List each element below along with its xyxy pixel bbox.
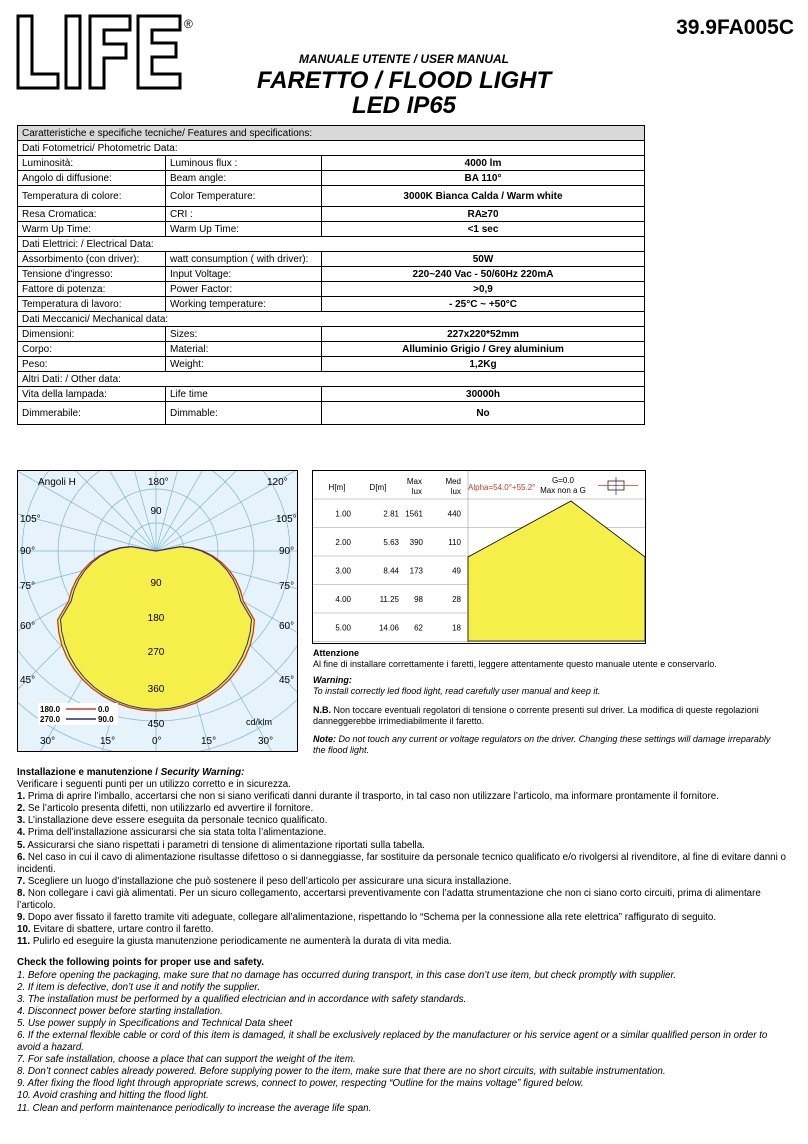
angle-label-75-right: 75° [279,581,295,592]
note-label: Note: [313,734,336,744]
spec-label-it: Peso: [18,357,166,372]
spec-section-title: Altri Dati: / Other data: [18,372,645,387]
install-intro: Verificare i seguenti punti per un utilizzo corretto e in sicurezza. [17,779,291,791]
col-d: D[m] [369,483,387,492]
safety-item: 6. If the external flexible cable or cord of this item is damaged, it shall be exclusively replaced by the manufacturer or his service agent or a similar qualified person in order to avoid a hazard. [17,1029,768,1054]
spec-row [18,171,645,186]
product-subtitle: LED IP65 [351,92,457,119]
product-title: FARETTO / FLOOD LIGHT [256,67,552,94]
bottom-label-30-left: 30° [40,736,56,747]
col-med-unit: lux [450,487,461,496]
radial-label-180: 180 [147,613,165,624]
spec-row [18,267,645,282]
safety-item: 4. Disconnect power before starting installation. [17,1005,223,1017]
spec-label-it: Luminosità: [18,156,166,171]
spec-value: <1 sec [322,222,645,237]
spec-row [18,207,645,222]
angle-label-60-right: 60° [279,621,295,632]
col-med: Med [445,477,461,486]
radial-label-360: 360 [147,684,165,695]
spec-label-en: watt consumption ( with driver): [166,252,322,267]
photometry-cell: 2.81 [383,509,399,519]
legend-180: 180.0 [40,705,61,714]
photometry-cell: 5.00 [335,623,351,633]
spec-value: 50W [322,252,645,267]
photometry-cell: 18 [452,623,461,633]
install-title-it: Installazione e manutenzione / [17,767,161,778]
install-item-number: 5. [17,839,26,851]
spec-label-en: Dimmable: [166,402,322,425]
bottom-label-15-left: 15° [100,736,116,747]
nb-paragraph [313,705,793,727]
photometry-cell: 62 [414,623,423,633]
svg-text:®: ® [184,17,193,31]
spec-value: 4000 lm [322,156,645,171]
warning-text: To install correctly led flood light, read carefully user manual and keep it. [313,686,601,696]
spec-label-en: Weight: [166,357,322,372]
polar-diagram [17,470,298,752]
spec-label-en: Luminous flux : [166,156,322,171]
g-label: G=0.0 [551,476,575,485]
spec-section-row [18,141,645,156]
install-item-number: 7. [17,875,26,887]
top-120-label: 120° [267,477,288,488]
install-item-text: Se l’articolo presenta difetti, non utilizzarlo ed avvertire il fornitore. [25,803,314,815]
install-title-en: Security Warning: [160,767,245,778]
alpha-label: Alpha=54.0°+55.2° [468,483,536,492]
angle-label-45-right: 45° [279,675,295,686]
attention-block [313,648,793,756]
safety-item: 10. Avoid crashing and hitting the flood light. [17,1090,209,1102]
photometry-diagram [312,470,646,644]
note-paragraph [313,734,783,756]
install-item [17,827,793,839]
col-max: Max [406,477,422,486]
install-title [17,767,793,779]
photometry-cell: 28 [452,594,461,604]
spec-label-en: Material: [166,342,322,357]
spec-row [18,282,645,297]
photometry-cell: 8.44 [383,566,399,576]
spec-label-en: Power Factor: [166,282,322,297]
spec-row [18,297,645,312]
photometry-cell: 1.00 [335,509,351,519]
install-item-number: 6. [17,851,26,863]
spec-section-row [18,312,645,327]
spec-label-it: Assorbimento (con driver): [18,252,166,267]
legend-0: 0.0 [98,705,110,714]
photometry-cell: 390 [409,537,423,547]
spec-label-it: Dimensioni: [18,327,166,342]
legend-270: 270.0 [40,715,61,724]
spec-row [18,342,645,357]
nb-label: N.B. [313,705,331,715]
spec-label-it: Warm Up Time: [18,222,166,237]
spec-label-it: Temperatura di lavoro: [18,297,166,312]
spec-label-en: Input Voltage: [166,267,322,282]
install-item [17,840,793,852]
spec-value: Alluminio Grigio / Grey aluminium [322,342,645,357]
spec-label-it: Fattore di potenza: [18,282,166,297]
spec-label-it: Temperatura di colore: [18,186,166,207]
spec-section-title: Dati Meccanici/ Mechanical data: [18,312,645,327]
photometry-cell: 11.25 [379,594,399,604]
install-item-number: 8. [17,887,26,899]
col-max-unit: lux [411,487,422,496]
spec-row [18,387,645,402]
spec-value: BA 110° [322,171,645,186]
product-code: 39.9FA005C [676,16,794,39]
spec-value: 220~240 Vac - 50/60Hz 220mA [322,267,645,282]
top-180-label: 180° [148,477,169,488]
radial-label-top: 90 [150,506,162,517]
spec-label-en: Working temperature: [166,297,322,312]
install-item [17,888,793,912]
radial-label-270: 270 [147,647,165,658]
spec-label-it: Vita della lampada: [18,387,166,402]
install-item-text: Scegliere un luogo d’installazione che può sostenere il peso dell’articolo per assicurare una sicura installazione. [25,875,512,887]
photometry-cell: 2.00 [335,537,351,547]
attention-text: Al fine di installare correttamente i faretti, leggere attentamente questo manuale utente e conservarlo. [313,659,717,669]
safety-title: Check the following points for proper use and safety. [17,957,264,969]
nb-text: Non toccare eventuali regolatori di tensione o corrente presenti sul driver. La modifica di queste regolazioni danneggerebbe irrimediabilmente il faretto. [313,705,759,726]
angle-label-90-left: 90° [20,546,36,557]
safety-item: 9. After fixing the flood light through appropriate screws, connect to power, respecting “Outline for the mains voltage” figured below. [17,1078,584,1090]
install-list [17,791,793,948]
spec-value: 30000h [322,387,645,402]
safety-item: 7. For safe installation, choose a place that can support the weight of the item. [17,1054,356,1066]
photometry-cell: 49 [452,566,461,576]
manual-subtitle: MANUALE UTENTE / USER MANUAL [299,52,509,66]
instructions [17,767,793,1115]
install-item-number: 9. [17,912,26,924]
spec-value: RA≥70 [322,207,645,222]
photometry-cell: 98 [414,594,423,604]
spec-row [18,357,645,372]
safety-item: 8. Don’t connect cables already powered. Before supplying power to the item, make sure that there are no short circuits, with suitable instrumentation. [17,1066,666,1078]
install-item [17,924,793,936]
safety-item: 5. Use power supply in Specifications and Technical Data sheet [17,1017,293,1029]
install-item-number: 11. [17,936,31,948]
bottom-label-0: 0° [152,736,162,747]
photometry-cell: 5.63 [383,537,399,547]
install-item [17,803,793,815]
install-item-text: Assicurarsi che siano rispettati i parametri di tensione di alimentazione riportati sulla tabella. [25,839,425,851]
unit-label: cd/klm [246,717,273,727]
spec-label-it: Resa Cromatica: [18,207,166,222]
photometry-cell: 173 [409,566,423,576]
install-item [17,912,793,924]
spec-label-en: CRI : [166,207,322,222]
photometry-cell: 4.00 [335,594,351,604]
spec-heading: Caratteristiche e specifiche tecniche/ Features and specifications: [18,126,645,141]
warning-title: Warning: [313,675,352,685]
angle-label-45-left: 45° [20,675,36,686]
install-item [17,876,793,888]
spec-value: - 25°C ~ +50°C [322,297,645,312]
install-item-text: L’installazione deve essere eseguita da personale tecnico qualificato. [25,815,328,827]
spec-label-en: Color Temperature: [166,186,322,207]
angle-label-105-right: 105° [276,514,297,525]
install-item-text: Prima di aprire l’imballo, accertarsi che non si siano verificati danni durante il trasporto, in tal caso non utilizzare l’articolo, ma informare prontamente il fornitore. [25,791,719,803]
angles-h-label: Angoli H [38,477,76,488]
safety-list [17,970,793,1115]
spec-value: >0,9 [322,282,645,297]
spec-label-en: Warm Up Time: [166,222,322,237]
install-item [17,852,793,876]
spec-section-title: Dati Elettrici: / Electrical Data: [18,237,645,252]
install-item-number: 3. [17,815,26,827]
install-item-text: Prima dell’installazione assicurarsi che sia stata tolta l’alimentazione. [25,827,327,839]
photometry-cell: 3.00 [335,566,351,576]
note-text: Do not touch any current or voltage regulators on the driver. Changing these settings will damage irreparably the flood light. [313,734,771,755]
radial-label-450: 450 [147,719,165,730]
spec-value: No [322,402,645,425]
photometry-cell: 14.06 [378,623,399,633]
spec-row [18,327,645,342]
spec-section-title: Dati Fotometrici/ Photometric Data: [18,141,645,156]
spec-heading-row [18,126,645,141]
spec-section-row [18,237,645,252]
angle-label-60-left: 60° [20,621,36,632]
safety-item: 3. The installation must be performed by a qualified electrician and in accordance with safety standards. [17,993,467,1005]
angle-label-105-left: 105° [20,514,41,525]
g-sub-label: Max non a G [540,486,586,495]
spec-label-en: Life time [166,387,322,402]
spec-value: 1,2Kg [322,357,645,372]
spec-row [18,402,645,425]
bottom-label-15-right: 15° [201,736,217,747]
install-item-text: Evitare di sbattere, urtare contro il faretto. [30,924,214,936]
spec-row [18,222,645,237]
install-item [17,936,793,948]
spec-section-row [18,372,645,387]
photometry-cell: 1561 [405,509,423,519]
install-item-number: 2. [17,803,26,815]
install-item [17,791,793,803]
spec-table [17,125,645,425]
angle-label-75-left: 75° [20,581,36,592]
spec-label-it: Tensione d'ingresso: [18,267,166,282]
install-item-text: Nel caso in cui il cavo di alimentazione risultasse difettoso o si danneggiasse, far sostituire da personale tecnico qualificato e/o rivolgersi al rivenditore, al fine di evitare danni o incidenti. [17,851,786,875]
photometry-cell: 110 [448,537,461,547]
spec-row [18,186,645,207]
install-item-text: Pulirlo ed eseguire la giusta manutenzione periodicamente ne aumenterà la durata di vita media. [30,936,452,948]
spec-value: 3000K Bianca Calda / Warm white [322,186,645,207]
install-item [17,815,793,827]
radial-label-90: 90 [150,578,162,589]
safety-item: 1. Before opening the packaging, make sure that no damage has occurred during transport, in this case don’t use item, but check promptly with supplier. [17,969,677,981]
install-item-text: Dopo aver fissato il faretto tramite viti adeguate, collegare all’alimentazione, rispettando lo “Schema per la connessione alla rete elettrica” raffigurato di seguito. [25,912,717,924]
spec-row [18,252,645,267]
install-item-number: 10. [17,924,31,936]
bottom-label-30-right: 30° [258,736,274,747]
install-item-text: Non collegare i cavi già alimentati. Per un sicuro collegamento, accertarsi preventivamente con l’adatta strumentazione che non ci siano corto circuiti, prima di alimentare l’articolo. [17,887,761,912]
spec-row [18,156,645,171]
spec-value: 227x220*52mm [322,327,645,342]
spec-label-it: Corpo: [18,342,166,357]
legend-90: 90.0 [98,715,114,724]
install-item-number: 1. [17,791,26,803]
spec-label-en: Beam angle: [166,171,322,186]
safety-item: 2. If item is defective, don’t use it and notify the supplier. [17,981,261,993]
spec-label-en: Sizes: [166,327,322,342]
angle-label-90-right: 90° [279,546,295,557]
safety-item: 11. Clean and perform maintenance periodically to increase the average life span. [17,1102,372,1114]
photometry-cell: 440 [447,509,461,519]
attention-title: Attenzione [313,648,359,658]
col-h: H[m] [328,483,346,492]
spec-label-it: Angolo di diffusione: [18,171,166,186]
install-item-number: 4. [17,827,26,839]
spec-label-it: Dimmerabile: [18,402,166,425]
